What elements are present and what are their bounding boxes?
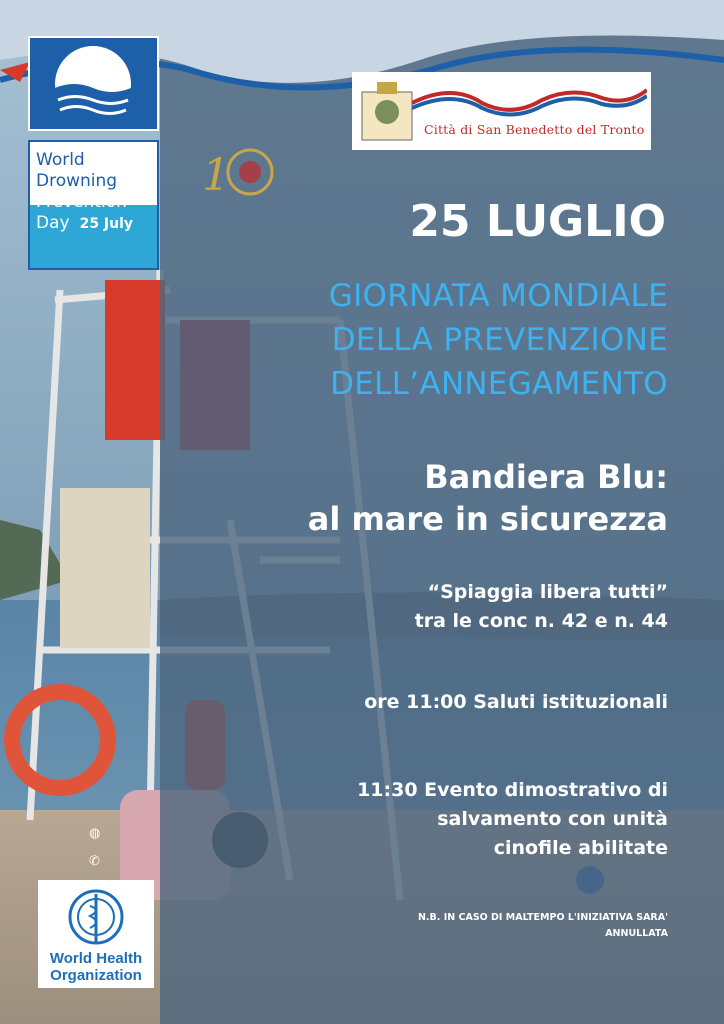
badge-line-2: Drowning bbox=[36, 171, 118, 191]
schedule-item-1: ore 11:00 Saluti istituzionali bbox=[364, 691, 668, 713]
who-name bbox=[40, 950, 152, 984]
headline-line-2: al mare in sicurezza bbox=[307, 500, 668, 538]
subtitle-line-2: DELLA PREVENZIONE bbox=[331, 322, 668, 358]
event-subtitle bbox=[329, 274, 668, 406]
schedule-2-line-2: salvamento con unità bbox=[437, 808, 668, 830]
who-line-1: World Health bbox=[49, 950, 143, 967]
badge-line-4 bbox=[36, 213, 151, 235]
badge-line-3: Prevention bbox=[36, 192, 127, 212]
badge-date: 25 July bbox=[79, 216, 134, 232]
blue-flag-logo bbox=[28, 36, 159, 131]
drowning-prevention-badge bbox=[28, 140, 159, 270]
phone-icon: ✆ bbox=[89, 854, 100, 869]
subtitle-line-3: DELL’ANNEGAMENTO bbox=[330, 366, 668, 402]
badge-line-1: World bbox=[36, 150, 85, 170]
city-name: Città di San Benedetto del Tronto bbox=[424, 122, 645, 137]
anniversary-150-icon bbox=[200, 142, 280, 202]
ribbon-icon bbox=[412, 78, 647, 118]
svg-text:1: 1 bbox=[202, 150, 230, 201]
weather-note bbox=[418, 910, 668, 942]
location-line-2: tra le conc n. 42 e n. 44 bbox=[414, 610, 668, 632]
who-line-2: Organization bbox=[50, 967, 142, 984]
badge-day-label: Day bbox=[36, 213, 70, 233]
schedule-2-line-1: 11:30 Evento dimostrativo di bbox=[357, 779, 668, 801]
who-emblem-icon bbox=[60, 886, 132, 948]
location-line-1: “Spiaggia libera tutti” bbox=[427, 581, 668, 603]
headline-line-1: Bandiera Blu: bbox=[424, 458, 668, 496]
schedule-item-2 bbox=[357, 776, 668, 863]
city-logo bbox=[352, 72, 651, 150]
schedule-2-line-3: cinofile abilitate bbox=[493, 837, 668, 859]
subtitle-line-1: GIORNATA MONDIALE bbox=[328, 278, 668, 314]
note-line-2: ANNULLATA bbox=[605, 928, 668, 939]
event-headline bbox=[308, 456, 668, 540]
note-line-1: N.B. IN CASO DI MALTEMPO L'INIZIATIVA SARA' bbox=[417, 912, 668, 923]
event-location bbox=[415, 578, 668, 636]
blue-flag-icon bbox=[30, 38, 157, 129]
event-date-title: 25 LUGLIO bbox=[409, 196, 666, 247]
globe-icon: ◍ bbox=[89, 826, 101, 841]
who-logo bbox=[38, 880, 154, 988]
